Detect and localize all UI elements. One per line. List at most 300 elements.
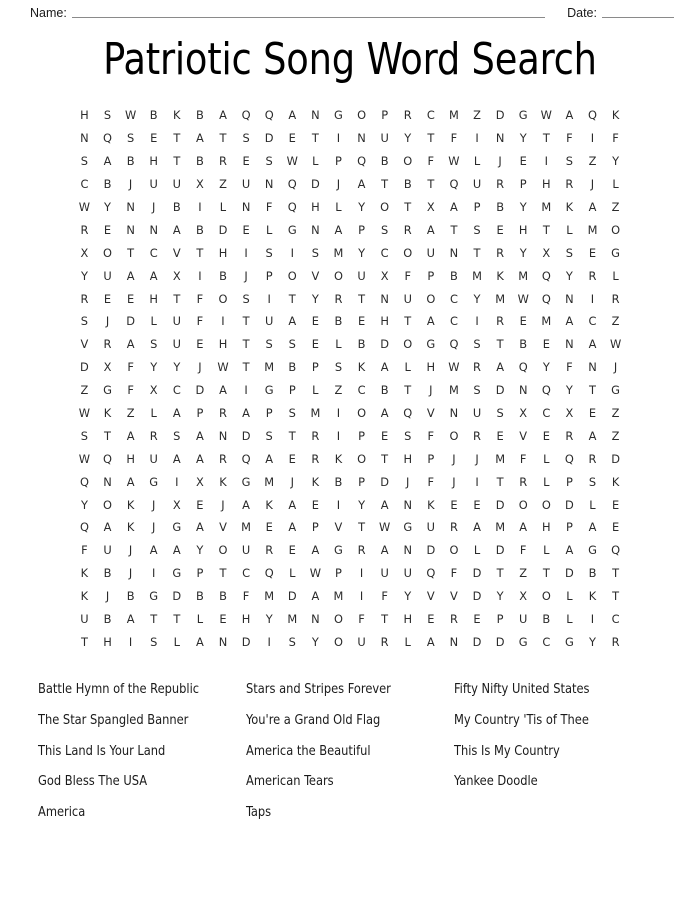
grid-cell[interactable]: D [611, 451, 620, 466]
grid-cell[interactable]: P [265, 268, 273, 283]
grid-cell[interactable]: U [380, 131, 389, 146]
grid-cell[interactable]: L [612, 268, 619, 283]
grid-cell[interactable]: C [380, 245, 389, 260]
grid-cell[interactable]: T [358, 291, 366, 306]
grid-cell[interactable]: T [196, 245, 204, 260]
grid-cell[interactable]: U [403, 291, 412, 306]
grid-cell[interactable]: S [588, 474, 597, 489]
grid-cell[interactable]: S [265, 337, 273, 352]
grid-cell[interactable]: S [565, 154, 573, 169]
grid-cell[interactable]: D [80, 360, 89, 375]
grid-cell[interactable]: N [565, 337, 574, 352]
grid-cell[interactable]: Q [103, 131, 112, 146]
grid-cell[interactable]: T [542, 222, 550, 237]
grid-cell[interactable]: J [105, 589, 110, 604]
grid-cell[interactable]: J [406, 474, 410, 489]
grid-cell[interactable]: A [195, 451, 204, 466]
grid-cell[interactable]: N [403, 497, 412, 512]
grid-cell[interactable]: N [449, 245, 459, 260]
grid-cell[interactable]: M [264, 360, 275, 375]
grid-cell[interactable]: J [128, 566, 133, 581]
grid-cell[interactable]: Z [219, 177, 227, 192]
grid-cell[interactable]: R [496, 245, 505, 260]
grid-cell[interactable]: O [403, 245, 413, 260]
grid-cell[interactable]: W [448, 360, 460, 375]
grid-cell[interactable]: Z [611, 200, 620, 214]
grid-cell[interactable]: L [404, 634, 411, 649]
grid-cell[interactable]: U [472, 177, 482, 192]
grid-cell[interactable]: T [450, 222, 458, 237]
grid-cell[interactable]: E [542, 428, 550, 443]
grid-cell[interactable]: R [403, 108, 412, 123]
grid-cell[interactable]: S [473, 383, 481, 398]
grid-cell[interactable]: Z [588, 154, 597, 169]
grid-cell[interactable]: F [127, 383, 134, 398]
grid-cell[interactable]: F [566, 131, 573, 146]
grid-cell[interactable]: R [311, 451, 320, 466]
word-search-grid[interactable] [73, 104, 627, 653]
grid-cell[interactable]: U [426, 245, 435, 260]
grid-cell[interactable]: Q [588, 108, 597, 123]
grid-cell[interactable]: L [566, 589, 573, 604]
grid-cell[interactable]: A [103, 520, 112, 535]
grid-cell[interactable]: V [172, 245, 181, 260]
grid-cell[interactable]: X [195, 177, 204, 192]
grid-cell[interactable]: V [519, 428, 528, 443]
grid-cell[interactable]: A [565, 314, 574, 329]
grid-cell[interactable]: R [80, 291, 89, 306]
grid-cell[interactable]: D [472, 634, 482, 649]
grid-cell[interactable]: E [611, 520, 620, 535]
grid-cell[interactable]: Z [473, 108, 481, 123]
grid-cell[interactable]: J [152, 200, 156, 214]
grid-cell[interactable]: P [311, 360, 319, 375]
grid-cell[interactable]: Q [611, 543, 621, 558]
grid-cell[interactable]: D [380, 337, 390, 352]
grid-cell[interactable]: Y [311, 634, 319, 649]
grid-cell[interactable]: P [196, 406, 204, 421]
grid-cell[interactable]: N [518, 383, 528, 398]
grid-cell[interactable]: Q [449, 177, 459, 192]
grid-cell[interactable]: Y [519, 245, 527, 260]
grid-cell[interactable]: D [565, 566, 574, 581]
grid-cell[interactable]: X [380, 268, 389, 283]
grid-cell[interactable]: A [195, 520, 204, 535]
grid-cell[interactable]: B [288, 360, 297, 375]
grid-cell[interactable]: A [172, 543, 181, 558]
grid-cell[interactable]: I [267, 634, 271, 649]
grid-cell[interactable]: D [195, 383, 205, 398]
grid-cell[interactable]: V [450, 589, 458, 604]
grid-cell[interactable]: R [219, 406, 227, 421]
grid-cell[interactable]: U [80, 612, 89, 627]
grid-cell[interactable]: P [358, 474, 365, 489]
grid-cell[interactable]: D [241, 428, 251, 443]
word-list-item[interactable]: The Star Spangled Banner [38, 712, 189, 728]
grid-cell[interactable]: N [311, 108, 320, 123]
grid-cell[interactable]: A [195, 634, 204, 649]
grid-cell[interactable]: Q [287, 200, 297, 214]
grid-cell[interactable]: T [242, 337, 250, 352]
grid-cell[interactable]: P [265, 406, 273, 421]
grid-cell[interactable]: U [172, 177, 181, 192]
grid-cell[interactable]: Y [519, 131, 527, 146]
grid-cell[interactable]: B [357, 337, 366, 352]
grid-cell[interactable]: E [588, 406, 597, 421]
grid-cell[interactable]: B [126, 589, 135, 604]
grid-cell[interactable]: W [78, 451, 91, 466]
grid-cell[interactable]: Z [519, 566, 528, 581]
word-list-item[interactable]: American Tears [246, 774, 334, 790]
grid-cell[interactable]: L [543, 543, 550, 558]
grid-cell[interactable]: N [565, 291, 574, 306]
grid-cell[interactable]: G [403, 520, 413, 535]
grid-cell[interactable]: A [380, 543, 389, 558]
grid-cell[interactable]: L [543, 451, 550, 466]
grid-cell[interactable]: E [242, 222, 250, 237]
grid-cell[interactable]: L [543, 474, 550, 489]
word-list-item[interactable]: America [38, 804, 86, 820]
grid-cell[interactable]: L [566, 222, 573, 237]
grid-cell[interactable]: K [334, 451, 343, 466]
grid-cell[interactable]: E [496, 222, 504, 237]
grid-cell[interactable]: S [565, 245, 573, 260]
grid-cell[interactable]: B [195, 222, 204, 237]
grid-cell[interactable]: G [611, 245, 620, 260]
grid-cell[interactable]: X [542, 245, 551, 260]
word-list-item[interactable]: America the Beautiful [246, 743, 371, 759]
grid-cell[interactable]: Y [80, 268, 88, 283]
grid-cell[interactable]: S [173, 428, 181, 443]
grid-cell[interactable]: U [241, 177, 251, 192]
grid-cell[interactable]: P [358, 428, 365, 443]
grid-cell[interactable]: Z [126, 406, 135, 421]
grid-cell[interactable]: R [588, 268, 597, 283]
grid-cell[interactable]: H [126, 451, 135, 466]
grid-cell[interactable]: T [404, 200, 412, 214]
grid-cell[interactable]: F [519, 451, 527, 466]
grid-cell[interactable]: I [290, 245, 294, 260]
grid-cell[interactable]: I [475, 474, 479, 489]
grid-cell[interactable]: X [172, 497, 181, 512]
grid-cell[interactable]: U [357, 268, 366, 283]
grid-cell[interactable]: R [449, 520, 458, 535]
grid-cell[interactable]: R [149, 428, 158, 443]
grid-cell[interactable]: G [172, 566, 182, 581]
grid-cell[interactable]: M [587, 222, 598, 237]
grid-cell[interactable]: U [519, 612, 528, 627]
grid-cell[interactable]: A [149, 543, 158, 558]
grid-cell[interactable]: U [172, 337, 181, 352]
grid-cell[interactable]: A [149, 268, 158, 283]
grid-cell[interactable]: I [198, 268, 202, 283]
grid-cell[interactable]: Y [358, 245, 366, 260]
grid-cell[interactable]: T [542, 131, 550, 146]
grid-cell[interactable]: T [612, 589, 620, 604]
grid-cell[interactable]: Q [264, 108, 274, 123]
grid-cell[interactable]: U [403, 566, 412, 581]
grid-cell[interactable]: Y [311, 291, 319, 306]
grid-cell[interactable]: O [218, 543, 228, 558]
grid-cell[interactable]: J [152, 497, 156, 512]
grid-cell[interactable]: L [566, 612, 573, 627]
grid-cell[interactable]: O [218, 291, 228, 306]
grid-cell[interactable]: F [519, 543, 527, 558]
grid-cell[interactable]: O [357, 451, 367, 466]
word-list-item[interactable]: Stars and Stripes Forever [246, 682, 391, 698]
grid-cell[interactable]: N [495, 131, 505, 146]
grid-cell[interactable]: W [540, 108, 552, 123]
word-list-item[interactable]: You're a Grand Old Flag [246, 712, 381, 728]
grid-cell[interactable]: L [312, 154, 319, 169]
word-list-item[interactable]: This Land Is Your Land [38, 743, 166, 759]
grid-cell[interactable]: B [103, 566, 112, 581]
grid-cell[interactable]: R [265, 543, 274, 558]
grid-cell[interactable]: A [588, 428, 597, 443]
grid-cell[interactable]: E [288, 131, 296, 146]
grid-cell[interactable]: C [80, 177, 89, 192]
grid-cell[interactable]: A [126, 612, 135, 627]
grid-cell[interactable]: F [196, 291, 204, 306]
grid-cell[interactable]: J [498, 154, 502, 169]
grid-cell[interactable]: Q [541, 268, 551, 283]
grid-cell[interactable]: N [588, 360, 597, 375]
grid-cell[interactable]: G [264, 383, 274, 398]
grid-cell[interactable]: S [334, 360, 343, 375]
grid-cell[interactable]: R [588, 451, 597, 466]
grid-cell[interactable]: Y [80, 497, 88, 512]
grid-cell[interactable]: Y [612, 154, 620, 169]
grid-cell[interactable]: M [241, 520, 251, 535]
grid-cell[interactable]: P [565, 520, 573, 535]
grid-cell[interactable]: Y [565, 383, 573, 398]
grid-cell[interactable]: K [219, 474, 227, 489]
grid-cell[interactable]: G [172, 520, 182, 535]
grid-cell[interactable]: J [590, 177, 595, 192]
grid-cell[interactable]: R [473, 428, 481, 443]
grid-cell[interactable]: L [612, 177, 619, 192]
grid-cell[interactable]: M [333, 245, 344, 260]
grid-cell[interactable]: U [472, 406, 482, 421]
grid-cell[interactable]: L [473, 543, 481, 558]
grid-cell[interactable]: W [78, 406, 91, 421]
grid-cell[interactable]: A [126, 474, 135, 489]
grid-cell[interactable]: H [311, 200, 320, 214]
grid-cell[interactable]: R [334, 291, 343, 306]
grid-cell[interactable]: N [264, 177, 274, 192]
grid-cell[interactable]: M [264, 474, 275, 489]
grid-cell[interactable]: K [265, 497, 273, 512]
grid-cell[interactable]: S [150, 337, 158, 352]
grid-cell[interactable]: C [611, 612, 620, 627]
grid-cell[interactable]: E [311, 497, 319, 512]
grid-cell[interactable]: B [496, 200, 505, 214]
grid-cell[interactable]: O [333, 612, 343, 627]
grid-cell[interactable]: A [380, 406, 389, 421]
grid-cell[interactable]: Q [541, 291, 551, 306]
grid-cell[interactable]: E [288, 543, 296, 558]
grid-cell[interactable]: C [449, 314, 458, 329]
grid-cell[interactable]: A [219, 383, 227, 398]
grid-cell[interactable]: I [336, 428, 341, 443]
grid-cell[interactable]: M [495, 451, 506, 466]
word-list-item[interactable]: God Bless The USA [38, 774, 148, 790]
grid-cell[interactable]: Q [564, 451, 574, 466]
grid-cell[interactable]: B [126, 154, 135, 169]
grid-cell[interactable]: Q [79, 474, 89, 489]
grid-cell[interactable]: U [241, 543, 251, 558]
grid-cell[interactable]: D [241, 634, 251, 649]
grid-cell[interactable]: T [173, 131, 181, 146]
grid-cell[interactable]: T [404, 383, 412, 398]
grid-cell[interactable]: O [357, 108, 367, 123]
grid-cell[interactable]: N [149, 222, 158, 237]
grid-cell[interactable]: B [195, 108, 204, 123]
grid-cell[interactable]: E [311, 314, 319, 329]
grid-cell[interactable]: A [565, 108, 574, 123]
grid-cell[interactable]: C [172, 383, 181, 398]
grid-cell[interactable]: F [566, 360, 573, 375]
grid-cell[interactable]: A [172, 406, 181, 421]
grid-cell[interactable]: S [288, 337, 296, 352]
grid-cell[interactable]: N [126, 222, 135, 237]
grid-cell[interactable]: I [244, 383, 248, 398]
grid-cell[interactable]: T [612, 566, 620, 581]
grid-cell[interactable]: F [427, 428, 435, 443]
grid-cell[interactable]: T [288, 428, 296, 443]
grid-cell[interactable]: X [172, 268, 181, 283]
grid-cell[interactable]: Y [404, 131, 412, 146]
grid-cell[interactable]: X [149, 383, 158, 398]
grid-cell[interactable]: L [265, 222, 273, 237]
grid-cell[interactable]: P [288, 383, 296, 398]
grid-cell[interactable]: B [519, 337, 528, 352]
grid-cell[interactable]: T [496, 566, 504, 581]
grid-cell[interactable]: T [404, 314, 412, 329]
grid-cell[interactable]: N [311, 222, 320, 237]
grid-cell[interactable]: O [403, 337, 413, 352]
grid-cell[interactable]: A [242, 497, 250, 512]
grid-cell[interactable]: Q [79, 520, 89, 535]
grid-cell[interactable]: T [381, 612, 389, 627]
grid-cell[interactable]: U [103, 268, 112, 283]
grid-cell[interactable]: V [311, 268, 320, 283]
grid-cell[interactable]: I [267, 291, 271, 306]
grid-cell[interactable]: X [519, 406, 528, 421]
grid-cell[interactable]: M [541, 200, 552, 214]
grid-cell[interactable]: A [380, 360, 389, 375]
grid-cell[interactable]: Y [496, 589, 504, 604]
grid-cell[interactable]: B [219, 589, 227, 604]
grid-cell[interactable]: S [496, 406, 504, 421]
grid-cell[interactable]: C [357, 383, 366, 398]
grid-cell[interactable]: D [426, 543, 436, 558]
grid-cell[interactable]: B [380, 154, 389, 169]
grid-cell[interactable]: A [473, 520, 481, 535]
word-list-item[interactable]: Battle Hymn of the Republic [38, 682, 200, 698]
grid-cell[interactable]: Q [449, 337, 459, 352]
grid-cell[interactable]: W [609, 337, 622, 352]
grid-cell[interactable]: E [127, 291, 135, 306]
grid-cell[interactable]: D [472, 589, 482, 604]
grid-cell[interactable]: X [103, 360, 112, 375]
grid-cell[interactable]: O [403, 154, 413, 169]
grid-cell[interactable]: G [287, 222, 297, 237]
grid-cell[interactable]: E [473, 612, 481, 627]
grid-cell[interactable]: Z [334, 383, 343, 398]
grid-cell[interactable]: A [172, 451, 181, 466]
grid-cell[interactable]: A [496, 360, 504, 375]
grid-cell[interactable]: B [149, 108, 158, 123]
grid-cell[interactable]: H [103, 634, 112, 649]
grid-cell[interactable]: A [103, 154, 112, 169]
grid-cell[interactable]: E [311, 337, 319, 352]
grid-cell[interactable]: E [427, 612, 435, 627]
grid-cell[interactable]: T [173, 154, 181, 169]
grid-cell[interactable]: U [149, 177, 158, 192]
grid-cell[interactable]: U [357, 634, 366, 649]
grid-cell[interactable]: H [380, 314, 389, 329]
grid-cell[interactable]: R [449, 612, 458, 627]
grid-cell[interactable]: A [195, 131, 204, 146]
grid-cell[interactable]: H [149, 291, 158, 306]
grid-cell[interactable]: G [149, 474, 159, 489]
grid-cell[interactable]: S [103, 108, 112, 123]
grid-cell[interactable]: B [334, 474, 343, 489]
grid-cell[interactable]: G [241, 474, 251, 489]
grid-cell[interactable]: O [357, 406, 367, 421]
grid-cell[interactable]: U [103, 543, 112, 558]
grid-cell[interactable]: O [541, 589, 551, 604]
date-input-line[interactable] [602, 6, 674, 18]
grid-cell[interactable]: R [311, 428, 320, 443]
grid-cell[interactable]: N [241, 200, 251, 214]
grid-cell[interactable]: T [127, 245, 135, 260]
grid-cell[interactable]: W [309, 566, 321, 581]
grid-cell[interactable]: D [380, 474, 390, 489]
grid-cell[interactable]: E [519, 314, 527, 329]
grid-cell[interactable]: J [290, 474, 294, 489]
grid-cell[interactable]: T [242, 360, 250, 375]
grid-cell[interactable]: F [612, 131, 619, 146]
grid-cell[interactable]: G [149, 589, 159, 604]
grid-cell[interactable]: X [519, 589, 528, 604]
grid-cell[interactable]: M [310, 406, 321, 421]
grid-cell[interactable]: T [150, 612, 158, 627]
grid-cell[interactable]: S [80, 154, 89, 169]
grid-cell[interactable]: L [196, 612, 204, 627]
grid-cell[interactable]: J [429, 383, 433, 398]
grid-cell[interactable]: R [496, 177, 505, 192]
grid-cell[interactable]: E [150, 131, 158, 146]
grid-cell[interactable]: N [403, 543, 412, 558]
grid-cell[interactable]: W [286, 154, 298, 169]
grid-cell[interactable]: S [311, 245, 319, 260]
grid-cell[interactable]: N [449, 406, 459, 421]
grid-cell[interactable]: O [103, 497, 112, 512]
grid-cell[interactable]: S [265, 154, 273, 169]
grid-cell[interactable]: D [218, 222, 228, 237]
grid-cell[interactable]: P [381, 108, 389, 123]
grid-cell[interactable]: H [426, 360, 436, 375]
grid-cell[interactable]: I [359, 566, 364, 581]
grid-cell[interactable]: T [496, 474, 504, 489]
grid-cell[interactable]: W [517, 291, 529, 306]
grid-cell[interactable]: N [218, 428, 228, 443]
grid-cell[interactable]: B [588, 566, 597, 581]
grid-cell[interactable]: T [427, 177, 435, 192]
grid-cell[interactable]: C [588, 314, 597, 329]
